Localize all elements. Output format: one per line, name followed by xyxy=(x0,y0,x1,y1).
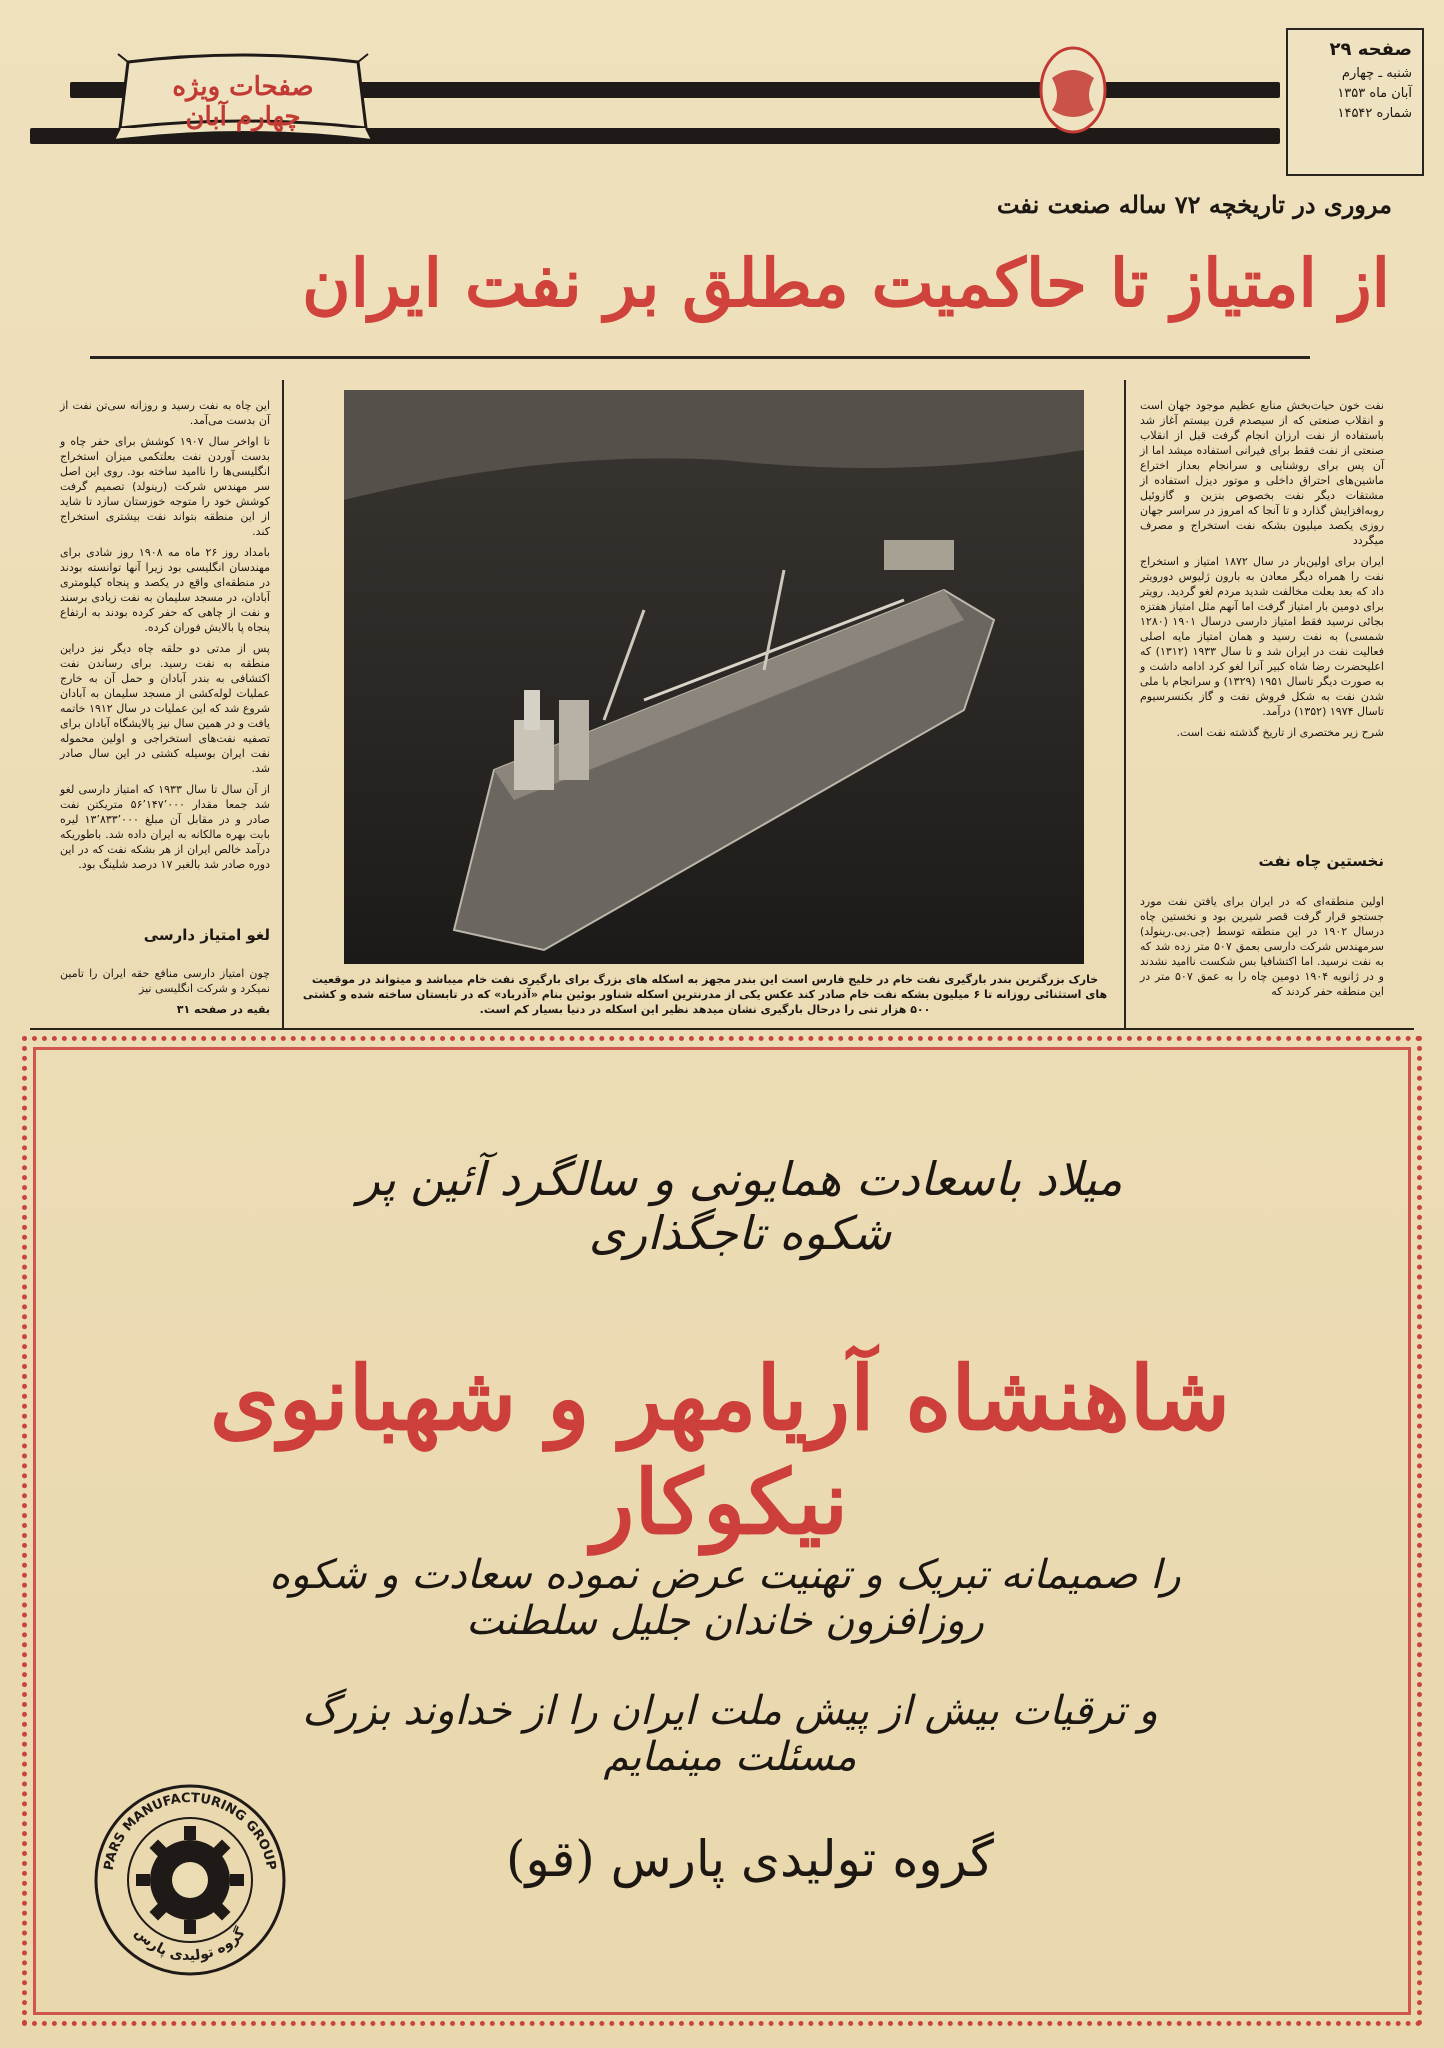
paragraph: پس از مدتی دو حلقه چاه دیگر نیز دراین منطقه به نفت رسید. برای رساندن نفت اکتشافی به بندر آبادان و حمل آن به خارج عملیات لوله‌کشی از مسجد سلیمان به آبادان شروع شد که این عملیات در سال ۱۹۱۲ خاتمه یافت و در همین سال نیز پالایشگاه آبادان برای تصفیه نفت‌های استخراجی و اولین محموله نفت ایران بوسیله کشتی در این سال صادر شد. xyxy=(60,642,270,775)
right-column-subhead: نخستین چاه نفت xyxy=(1258,852,1384,870)
left-column-text xyxy=(60,398,270,878)
paragraph: چون امتیاز دارسی منافع حقه ایران را تامین نمیکرد و شرکت انگلیسی نیز xyxy=(60,967,270,995)
continued-note: بقیه در صفحه ۳۱ xyxy=(176,1003,270,1016)
section-banner-text: صفحات ویژه چهارم آبان xyxy=(172,72,314,132)
issue-number: شماره ۱۴۵۴۲ xyxy=(1337,106,1412,121)
logo-text-fa: گروه تولیدی پارس xyxy=(131,1924,249,1965)
left-column-subhead: لغو امتیاز دارسی xyxy=(143,926,270,944)
ad-line-4: و ترقیات بیش از پیش ملت ایران را از خداوند بزرگ مسئلت مینمایم xyxy=(302,1688,1158,1780)
ettelaat-seal-logo xyxy=(1038,44,1108,136)
page-number: صفحه ۲۹ xyxy=(1329,39,1412,60)
article-headline: از امتیاز تا حاکمیت مطلق بر نفت ایران xyxy=(302,244,1390,322)
paragraph: بامداد روز ۲۶ ماه مه ۱۹۰۸ روز شادی برای مهندسان انگلیسی بود زیرا آنها توانسته بودند در منطقه‌ای واقع در یکصد و پنجاه کیلومتری آبادان، در مسجد سلیمان به نفت زیادی برسند و نفت از چاهی که حفر کرده بودند به ارتفاع پنجاه پا بالایش فوران کرده. xyxy=(60,546,270,634)
paragraph: شرح زیر مختصری از تاریخ گذشته نفت است. xyxy=(1176,726,1384,739)
ad-line-1: میلاد باسعادت همایونی و سالگرد آئین پر شکوه تاجگذاری xyxy=(357,1152,1123,1260)
logo-text-en: PARS MANUFACTURING GROUP xyxy=(101,1790,279,1872)
headline-rule xyxy=(90,356,1310,359)
tanker-photo-illustration xyxy=(344,390,1084,964)
paragraph: نفت خون حیات‌بخش منابع عظیم موجود جهان است و انقلاب صنعتی که از سیصدم قرن بیستم آغاز شد باستفاده از نفت ارزان انجام گرفت قبل از انقلاب صنعتی از نفت فقط برای فیرانی استفاده میشد اما از آن پس برای روشنایی و سرانجام بعداز اختراع ماشین‌های احتراق داخلی و موتور دیزل استفاده از مشتقات دیگر نفت بخصوص بنزین و گازوئیل روبه‌افزایش گذارد و تا آنجا که امروز در سراسر جهان روزی یکصد میلیون بشکه نفت استخراج و مصرف میگردد xyxy=(1140,399,1384,547)
right-column-continuation: اولین منطقه‌ای که در ایران برای یافتن نفت مورد جستجو قرار گرفت قصر شیرین بود و نخستین چاه درسال ۱۹۰۲ در این منطقه توسط (جی.بی.رینولد) سرمهندس شرکت دارسی بعمق ۵۰۷ متر زده شد که به نفت نرسید. اما اکتشافیا بس شکست ناامید نشدند و در ژانویه ۱۹۰۴ دومین چاه را به عمق ۵۰۷ متر در این منطقه حفر کردند که xyxy=(1140,895,1384,998)
paragraph: ایران برای اولین‌بار در سال ۱۸۷۲ امتیاز و استخراج نفت را همراه دیگر معادن به بارون ژلیوس دورویتر داد که بعد بعلت مخالفت شدید مردم لغو گردید. رویتر برای دومین بار امتیاز گرفت اما آنهم مثل امتیاز هفتزه بجائی نرسید فقط امتیاز دارسی درسال ۱۹۰۱ (۱۲۸۰ شمسی) به نفت رسید و همان امتیاز مایه اصلی فعالیت نفت در ایران شد و تا سال ۱۹۳۳ (۱۳۱۲) که اعلیحضرت رضا شاه کبیر آنرا لغو کرد ادامه داشت و به صورت دیگر تاسال ۱۹۵۱ (۱۳۲۹) و سرانجام با ملی شدن نفت به شکل فروش نفت و گاز بکنسرسیوم تاسال ۱۹۷۴ (۱۳۵۲) درآمد. xyxy=(1140,555,1385,718)
left-column-continuation xyxy=(60,966,270,1023)
right-column-text xyxy=(1140,398,1384,746)
ad-royal-names: شاهنشاه آریامهر و شهبانوی نیکوکار xyxy=(209,1346,1231,1554)
issue-info-box xyxy=(1286,28,1424,176)
ad-signature: گروه تولیدی پارس (قو) xyxy=(506,1830,994,1888)
tanker-photo xyxy=(344,390,1084,964)
weekday: شنبه ـ چهارم xyxy=(1341,66,1412,81)
photo-caption: خارک بزرگترین بندر بارگیری نفت خام در خلیج فارس است این بندر مجهز به اسکله های بزرگ برای بارگیری نفت خام میباشد و میتواند در موقعیت های استثنائی روزانه تا ۶ میلیون بشکه نفت خام صادر کند عکس یکی از مدرنترین اسکله شناور بوئین بنام «آذرباد» که در تابستان ساخته شده و کشتی ۵۰۰ هزار تنی را درحال بارگیری نشان میدهد نظیر این اسکله در دنیا بسیار کم است. xyxy=(302,973,1108,1016)
month-year: آبان ماه ۱۳۵۳ xyxy=(1337,86,1412,101)
paragraph: این چاه به نفت رسید و روزانه سی‌تن نفت از آن بدست می‌آمد. xyxy=(60,399,270,427)
paragraph: از آن سال تا سال ۱۹۳۳ که امتیاز دارسی لغو شد جمعا مقدار ۵۶٬۱۴۷٬۰۰۰ متریکتن نفت صادر و در مقابل آن مبلغ ۱۳٬۸۳۳٬۰۰۰ لیره بابت بهره مالکانه به ایران داده شد. باطوریکه درآمد خالص ایران از هر بشکه نفت که در این دوره صادر شد بالغبر ۱۷ درصد شلینگ بود. xyxy=(60,783,271,871)
paragraph: تا اواخر سال ۱۹۰۷ کوشش برای حفر چاه و بدست آوردن نفت بعلتکمی میزان استخراج انگلیسی‌ها را ناامید ساخته بود. روی این اصل سر مهندس شرکت (رینولد) تصمیم گرفت کوشش خود را متوجه خوزستان سازد تا شاید از این منطقه بتواند نفت بیشتری استخراج کند. xyxy=(60,435,270,538)
ad-line-3: را صمیمانه تبریک و تهنیت عرض نموده سعادت و شکوه روزافزون خاندان جلیل سلطنت xyxy=(269,1552,1181,1644)
column-rule-right xyxy=(1124,380,1126,1030)
article-kicker: مروری در تاریخچه ۷۲ ساله صنعت نفت xyxy=(996,190,1392,219)
column-rule-left xyxy=(282,380,284,1030)
section-divider xyxy=(30,1028,1414,1030)
pars-group-gear-logo xyxy=(90,1780,290,1980)
